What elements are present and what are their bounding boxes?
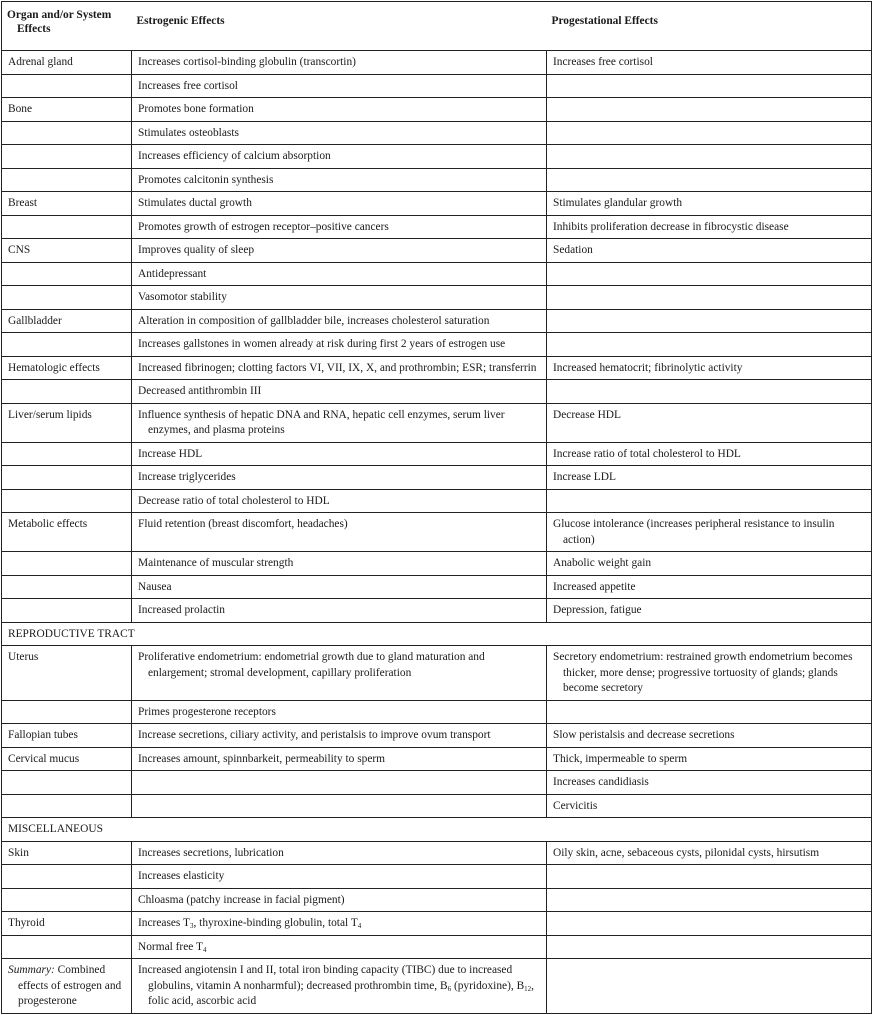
cell-estrogenic [132, 380, 547, 404]
cell-progestational [547, 841, 872, 865]
cell-progestational [547, 51, 872, 75]
estrogenic-text: Improves quality of sleep [138, 244, 255, 256]
estrogenic-text: Vasomotor stability [138, 291, 227, 303]
estrogenic-text: Decreased antithrombin III [138, 385, 262, 397]
table-row [2, 168, 872, 192]
organ-text: CNS [8, 244, 31, 256]
progestational-text: Cervicitis [553, 799, 598, 812]
table-row [2, 935, 872, 959]
cell-progestational [547, 575, 872, 599]
cell-organ [2, 442, 132, 466]
cell-progestational [547, 403, 872, 442]
progestational-text: Anabolic weight gain [553, 557, 652, 569]
cell-progestational [547, 239, 872, 263]
estrogenic-text: Increases elasticity [138, 870, 225, 882]
cell-organ [2, 646, 132, 701]
cell-progestational [547, 552, 872, 576]
cell-estrogenic [132, 51, 547, 75]
progestational-text: Secretory endometrium: restrained growth endometrium becomes thicker, more dense; progressive tortuosity of glands; glands become secretory [553, 651, 853, 694]
estrogenic-text: Increases efficiency of calcium absorption [138, 150, 331, 162]
cell-estrogenic [132, 121, 547, 145]
cell-estrogenic [132, 466, 547, 490]
table-row [2, 513, 872, 552]
cell-estrogenic [132, 333, 547, 357]
progestational-text: Sedation [553, 244, 593, 256]
cell-organ [2, 552, 132, 576]
estrogenic-text: Chloasma (patchy increase in facial pigment) [138, 893, 345, 906]
progestational-text: Increases candidiasis [553, 776, 649, 788]
cell-organ [2, 239, 132, 263]
cell-organ: Thyroid [2, 912, 132, 936]
table-row [2, 841, 872, 865]
estrogenic-text: Promotes growth of estrogen receptor–positive cancers [138, 220, 389, 233]
cell-progestational [547, 121, 872, 145]
estrogenic-text: Decrease ratio of total cholesterol to HDL [138, 494, 330, 507]
estrogenic-text: Increases gallstones in women already at risk during first 2 years of estrogen use [138, 338, 506, 350]
estrogenic-text: Increases free cortisol [138, 79, 238, 92]
cell-organ [2, 192, 132, 216]
organ-text: Bone [8, 103, 33, 115]
cell-estrogenic [132, 262, 547, 286]
cell-progestational [547, 145, 872, 169]
cell-progestational [547, 356, 872, 380]
cell-progestational [547, 98, 872, 122]
cell-progestational [547, 794, 872, 818]
cell-organ [2, 935, 132, 959]
table-body-reproductive-rows [2, 646, 872, 818]
cell-estrogenic [132, 145, 547, 169]
progestational-text: Depression, fatigue [553, 604, 642, 616]
estrogenic-text: Antidepressant [138, 267, 207, 280]
organ-text: Uterus [8, 651, 39, 663]
cell-estrogenic [132, 841, 547, 865]
cell-progestational [547, 262, 872, 286]
table-row [2, 121, 872, 145]
cell-organ [2, 513, 132, 552]
summary-row [2, 959, 872, 1014]
progestational-text: Inhibits proliferation decrease in fibrocystic disease [553, 220, 789, 233]
estrogenic-text: Increase secretions, ciliary activity, and peristalsis to improve ovum transport [138, 729, 491, 741]
table-row [2, 466, 872, 490]
cell-progestational [547, 380, 872, 404]
estrogenic-text: Increase triglycerides [138, 471, 236, 483]
table-row [2, 74, 872, 98]
progestational-text: Increase LDL [553, 471, 616, 483]
cell-estrogenic [132, 215, 547, 239]
table-body-general [2, 51, 872, 623]
table-row [2, 239, 872, 263]
table-row [2, 51, 872, 75]
cell-progestational [547, 700, 872, 724]
cell-estrogenic-summary: Increased angiotensin I and II, total iron binding capacity (TIBC) due to increased globulins, vitamin A nonharmful); decreased prothrombin time, $B_6$ (pyridoxine), $B_{12}$, folic acid, ascorbic acid [132, 959, 547, 1014]
cell-progestational [547, 888, 872, 912]
cell-organ [2, 145, 132, 169]
table-row [2, 98, 872, 122]
progestational-text: Decrease HDL [553, 408, 621, 421]
cell-organ [2, 771, 132, 795]
cell-progestational [547, 912, 872, 936]
organ-text: Liver/serum lipids [8, 408, 92, 421]
progestational-text: Thick, impermeable to sperm [553, 752, 688, 765]
progestational-text: Slow peristalsis and decrease secretions [553, 729, 735, 741]
estrogenic-text: Increases secretions, lubrication [138, 846, 284, 859]
estrogenic-text: Maintenance of muscular strength [138, 557, 294, 569]
estrogenic-text: Primes progesterone receptors [138, 705, 276, 718]
table-body-tail [2, 912, 872, 1014]
estrogenic-text: Nausea [138, 580, 172, 593]
cell-organ [2, 841, 132, 865]
cell-organ [2, 403, 132, 442]
cell-organ [2, 865, 132, 889]
header-progestational: Progestational Effects [547, 2, 872, 51]
estrogenic-text: Stimulates osteoblasts [138, 126, 239, 139]
cell-progestational [547, 747, 872, 771]
cell-organ [2, 747, 132, 771]
cell-progestational [547, 489, 872, 513]
organ-text: Gallbladder [8, 314, 62, 327]
cell-estrogenic [132, 489, 547, 513]
cell-progestational [547, 215, 872, 239]
cell-organ [2, 700, 132, 724]
table-row [2, 646, 872, 701]
cell-organ [2, 51, 132, 75]
cell-estrogenic [132, 192, 547, 216]
cell-estrogenic [132, 575, 547, 599]
table-row [2, 552, 872, 576]
cell-organ [2, 575, 132, 599]
cell-estrogenic [132, 286, 547, 310]
progestational-text: Stimulates glandular growth [553, 197, 683, 209]
organ-text: Fallopian tubes [8, 729, 78, 741]
cell-organ [2, 599, 132, 623]
cell-estrogenic [132, 442, 547, 466]
organ-text: Hematologic effects [8, 361, 100, 374]
cell-organ [2, 168, 132, 192]
cell-estrogenic [132, 403, 547, 442]
cell-progestational [547, 192, 872, 216]
header-organ: Organ and/or System Effects [2, 2, 132, 51]
cell-estrogenic [132, 599, 547, 623]
section-row [2, 818, 872, 842]
cell-organ [2, 333, 132, 357]
cell-progestational [547, 771, 872, 795]
cell-estrogenic [132, 771, 547, 795]
estrogenic-text: Increased fibrinogen; clotting factors VI, VII, IX, X, and prothrombin; ESR; transferrin [138, 361, 537, 374]
table-row [2, 489, 872, 513]
cell-progestational-summary [547, 959, 872, 1014]
cell-estrogenic [132, 552, 547, 576]
organ-text: Breast [8, 197, 38, 209]
table-row [2, 333, 872, 357]
cell-estrogenic [132, 865, 547, 889]
estrogenic-text: Fluid retention (breast discomfort, headaches) [138, 518, 348, 530]
cell-organ [2, 380, 132, 404]
cell-organ [2, 262, 132, 286]
estrogenic-text: Increases amount, spinnbarkeit, permeability to sperm [138, 752, 386, 765]
estrogenic-text: Increase HDL [138, 447, 203, 460]
organ-text: Adrenal gland [8, 56, 73, 68]
cell-organ [2, 309, 132, 333]
table-body-misc [2, 818, 872, 842]
table-row [2, 888, 872, 912]
table-row [2, 309, 872, 333]
section-row [2, 622, 872, 646]
cell-estrogenic [132, 646, 547, 701]
cell-progestational [547, 935, 872, 959]
cell-organ [2, 724, 132, 748]
estrogenic-text: Promotes calcitonin synthesis [138, 173, 274, 186]
table-row [2, 912, 872, 936]
cell-organ [2, 215, 132, 239]
cell-organ [2, 74, 132, 98]
hormone-effects-table [1, 1, 872, 1014]
estrogenic-text: Increases cortisol-binding globulin (transcortin) [138, 56, 356, 68]
cell-organ-summary: Summary: Combined effects of estrogen and progesterone [2, 959, 132, 1014]
cell-estrogenic [132, 168, 547, 192]
cell-estrogenic [132, 724, 547, 748]
cell-progestational [547, 724, 872, 748]
table-row [2, 442, 872, 466]
table-body-reproductive [2, 622, 872, 646]
cell-estrogenic [132, 794, 547, 818]
cell-estrogenic [132, 700, 547, 724]
estrogenic-text: Stimulates ductal growth [138, 197, 252, 209]
cell-organ [2, 121, 132, 145]
cell-organ [2, 794, 132, 818]
estrogenic-text: Proliferative endometrium: endometrial growth due to gland maturation and enlargement; stromal development, capillary proliferation [138, 651, 485, 679]
progestational-text: Increased appetite [553, 580, 636, 593]
cell-estrogenic [132, 747, 547, 771]
cell-estrogenic [132, 74, 547, 98]
progestational-text: Oily skin, acne, sebaceous cysts, pilonidal cysts, hirsutism [553, 846, 820, 859]
table-row [2, 599, 872, 623]
table-row [2, 700, 872, 724]
progestational-text: Increases free cortisol [553, 56, 653, 68]
table-row [2, 356, 872, 380]
table-row [2, 771, 872, 795]
section-heading-reproductive: REPRODUCTIVE TRACT [2, 622, 872, 646]
progestational-text: Increased hematocrit; fibrinolytic activity [553, 361, 743, 374]
table-row [2, 403, 872, 442]
cell-progestational [547, 286, 872, 310]
table-row [2, 724, 872, 748]
cell-organ [2, 466, 132, 490]
cell-estrogenic [132, 309, 547, 333]
cell-progestational [547, 74, 872, 98]
cell-progestational [547, 865, 872, 889]
table-row [2, 192, 872, 216]
table-row [2, 215, 872, 239]
estrogenic-text: Influence synthesis of hepatic DNA and RNA, hepatic cell enzymes, serum liver enzymes, and plasma proteins [138, 408, 505, 436]
progestational-text: Glucose intolerance (increases peripheral resistance to insulin action) [553, 518, 835, 546]
section-heading-misc: MISCELLANEOUS [2, 818, 872, 842]
cell-estrogenic [132, 98, 547, 122]
cell-progestational [547, 466, 872, 490]
cell-organ [2, 888, 132, 912]
cell-progestational [547, 599, 872, 623]
cell-organ [2, 356, 132, 380]
header-estrogenic: Estrogenic Effects [132, 2, 547, 51]
organ-text: Metabolic effects [8, 518, 88, 530]
table-row [2, 145, 872, 169]
cell-progestational [547, 309, 872, 333]
table-row [2, 747, 872, 771]
cell-estrogenic [132, 239, 547, 263]
cell-progestational [547, 333, 872, 357]
estrogenic-text: Alteration in composition of gallbladder bile, increases cholesterol saturation [138, 314, 490, 327]
estrogenic-text: Promotes bone formation [138, 103, 254, 115]
cell-estrogenic [132, 513, 547, 552]
table-row [2, 794, 872, 818]
cell-progestational [547, 513, 872, 552]
table-row [2, 575, 872, 599]
estrogenic-text: Increased prolactin [138, 604, 225, 616]
cell-estrogenic: Normal free $T_4$ [132, 935, 547, 959]
table-row [2, 286, 872, 310]
cell-progestational [547, 442, 872, 466]
table-body-misc-rows [2, 841, 872, 912]
table-row [2, 380, 872, 404]
header-row [2, 2, 872, 51]
cell-organ [2, 98, 132, 122]
organ-text: Cervical mucus [8, 752, 80, 765]
cell-estrogenic: Increases $T_3$, thyroxine-binding globulin, total $T_4$ [132, 912, 547, 936]
cell-progestational [547, 168, 872, 192]
cell-estrogenic [132, 356, 547, 380]
table-row [2, 262, 872, 286]
cell-organ [2, 286, 132, 310]
cell-estrogenic [132, 888, 547, 912]
table-row [2, 865, 872, 889]
cell-progestational [547, 646, 872, 701]
organ-text: Skin [8, 846, 29, 859]
progestational-text: Increase ratio of total cholesterol to HDL [553, 447, 741, 460]
cell-organ [2, 489, 132, 513]
